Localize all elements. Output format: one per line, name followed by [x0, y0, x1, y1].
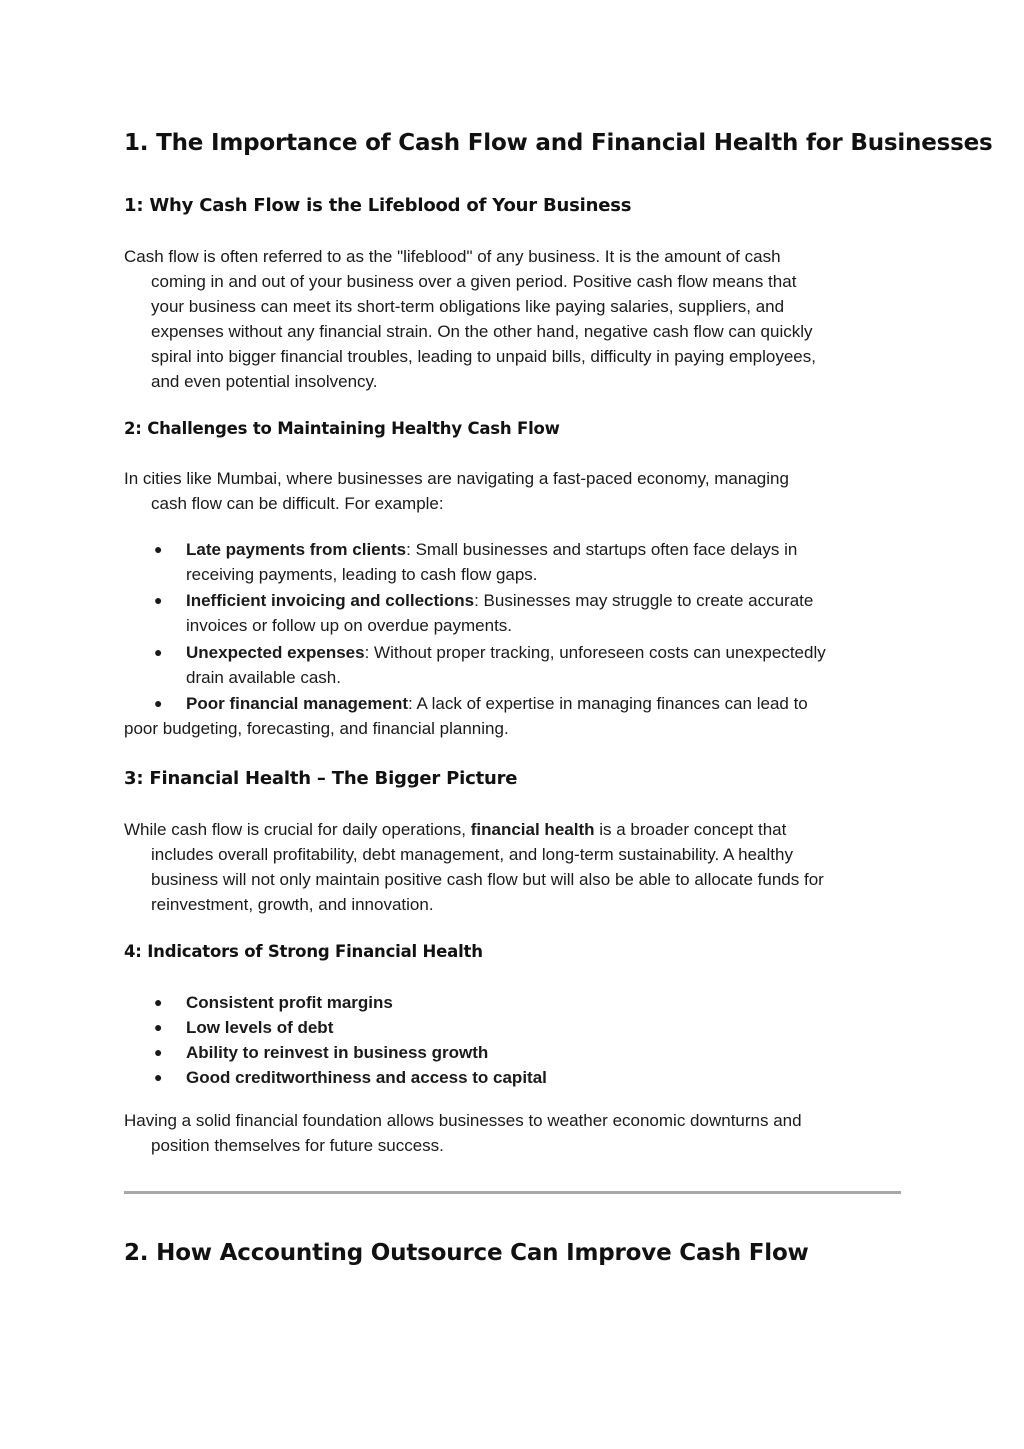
paragraph-closing	[124, 1108, 914, 1158]
list-item-term: Good creditworthiness and access to capital	[186, 1068, 547, 1087]
text-line: your business can meet its short-term obligations like paying salaries, suppliers, and	[151, 297, 785, 316]
paragraph-challenges-intro	[124, 466, 914, 516]
list-item	[124, 691, 914, 741]
bullet-icon: ●	[154, 994, 163, 1010]
bullet-icon: ●	[154, 1044, 163, 1060]
text-line: In cities like Mumbai, where businesses are navigating a fast-paced economy, managing	[124, 469, 789, 488]
bullet-icon: ●	[154, 1069, 163, 1085]
list-item	[124, 1065, 914, 1090]
text-line: Cash flow is often referred to as the "lifeblood" of any business. It is the amount of cash	[124, 247, 781, 266]
text-line: reinvestment, growth, and innovation.	[151, 895, 434, 914]
list-item-text: invoices or follow up on overdue payments.	[186, 616, 513, 635]
subheading-financial-health: 3: Financial Health – The Bigger Picture	[124, 768, 518, 789]
bullet-icon: ●	[154, 541, 163, 557]
list-item-text: : Without proper tracking, unforeseen costs can unexpectedly	[364, 643, 826, 662]
list-item	[124, 588, 914, 638]
list-item-text: drain available cash.	[186, 668, 341, 687]
text-line: spiral into bigger financial troubles, leading to unpaid bills, difficulty in paying employees,	[151, 347, 816, 366]
challenges-list	[124, 537, 914, 741]
paragraph-cash-flow-lifeblood	[124, 244, 914, 394]
list-item	[124, 1040, 914, 1065]
bullet-icon: ●	[154, 1019, 163, 1035]
list-item	[124, 1015, 914, 1040]
bullet-icon: ●	[154, 592, 163, 608]
text-line: Having a solid financial foundation allows businesses to weather economic downturns and	[124, 1111, 802, 1130]
list-item-term: Low levels of debt	[186, 1018, 334, 1037]
list-item-text: : A lack of expertise in managing finances can lead to	[408, 694, 808, 713]
subheading-why-cash-flow: 1: Why Cash Flow is the Lifeblood of Your Business	[124, 195, 632, 216]
section-title-2: 2. How Accounting Outsource Can Improve Cash Flow	[124, 1240, 809, 1266]
list-item-text: receiving payments, leading to cash flow gaps.	[186, 565, 538, 584]
list-item-text: : Businesses may struggle to create accurate	[474, 591, 814, 610]
text-line: coming in and out of your business over a given period. Positive cash flow means that	[151, 272, 797, 291]
subheading-indicators: 4: Indicators of Strong Financial Health	[124, 942, 483, 961]
list-item-term: Ability to reinvest in business growth	[186, 1043, 489, 1062]
list-item-term: Consistent profit margins	[186, 993, 393, 1012]
list-item	[124, 640, 914, 690]
horizontal-divider	[124, 1191, 901, 1194]
list-item-text: poor budgeting, forecasting, and financial planning.	[124, 719, 509, 738]
list-item	[124, 537, 914, 587]
list-item-term: Unexpected expenses	[186, 643, 365, 662]
list-item-term: Inefficient invoicing and collections	[186, 591, 475, 610]
text-line: position themselves for future success.	[151, 1136, 444, 1155]
section-title-1: 1. The Importance of Cash Flow and Financial Health for Businesses	[124, 130, 993, 156]
text-line: expenses without any financial strain. On the other hand, negative cash flow can quickly	[151, 322, 813, 341]
list-item	[124, 990, 914, 1015]
text-line: While cash flow is crucial for daily operations, financial health is a broader concept that	[124, 820, 787, 839]
paragraph-financial-health	[124, 817, 914, 917]
bullet-icon: ●	[154, 695, 163, 711]
bullet-icon: ●	[154, 644, 163, 660]
text-line: cash flow can be difficult. For example:	[151, 494, 444, 513]
indicators-list	[124, 990, 914, 1090]
emphasis-financial-health: financial health	[470, 820, 595, 839]
list-item-text: : Small businesses and startups often face delays in	[406, 540, 798, 559]
list-item-term: Poor financial management	[186, 694, 408, 713]
text-line: includes overall profitability, debt management, and long-term sustainability. A healthy	[151, 845, 793, 864]
text-line: business will not only maintain positive cash flow but will also be able to allocate funds for	[151, 870, 824, 889]
list-item-term: Late payments from clients	[186, 540, 407, 559]
subheading-challenges: 2: Challenges to Maintaining Healthy Cash Flow	[124, 419, 560, 438]
text-line: and even potential insolvency.	[151, 372, 378, 391]
